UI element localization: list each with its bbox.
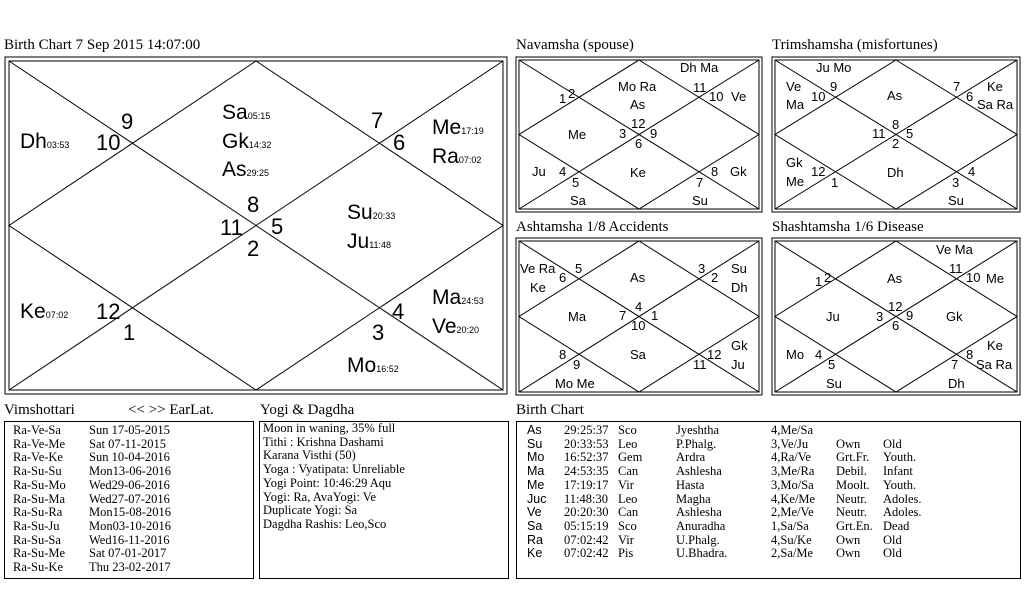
yogi-line: Yogi: Ra, AvaYogi: Ve xyxy=(263,489,377,504)
house-number: 9 xyxy=(650,126,658,141)
planet-relation: Neutr. xyxy=(836,491,867,506)
dasha-date: Wed27-07-2016 xyxy=(89,491,170,506)
yogi-line: Yogi Point: 10:46:29 Aqu xyxy=(263,475,392,490)
dasha-date: Sat 07-01-2017 xyxy=(89,546,167,561)
house-number: 12 xyxy=(707,347,722,362)
vimshottari-title: Vimshottari xyxy=(4,402,75,418)
planet-label: Dh xyxy=(887,165,904,180)
planet-label: Ju xyxy=(826,309,840,324)
planet-relation: Grt.En. xyxy=(836,518,873,533)
dasha-row[interactable] xyxy=(13,518,171,534)
dasha-period: Ra-Su-Ra xyxy=(13,505,63,520)
planet-nakshatra: Ardra xyxy=(676,450,706,465)
planet-label: Dh xyxy=(731,280,748,295)
planet-label: Me xyxy=(986,271,1005,286)
planet-nakshatra: Hasta xyxy=(676,477,705,492)
planet-relation: Neutr. xyxy=(836,505,867,520)
house-number: 4 xyxy=(559,164,567,179)
planet-label: Gk xyxy=(786,155,803,170)
house-number: 9 xyxy=(830,79,838,94)
house-number: 6 xyxy=(966,89,974,104)
yogi-line: Duplicate Yogi: Sa xyxy=(263,503,358,518)
house-number: 2 xyxy=(247,236,260,261)
planet-name: Su xyxy=(527,436,543,451)
planet-degree: 11:48:30 xyxy=(564,491,608,506)
planet-nakshatra: U.Phalg. xyxy=(676,532,720,547)
planet-label: Su20:33 xyxy=(347,201,396,224)
planet-label: Dh xyxy=(948,376,965,391)
planet-degree: 20:20:30 xyxy=(564,505,609,520)
ashtamsha-title: Ashtamsha 1/8 Accidents xyxy=(516,219,669,235)
planet-relation: Own xyxy=(836,532,861,547)
dasha-row[interactable] xyxy=(13,477,170,493)
house-number: 2 xyxy=(892,136,900,151)
house-number: 12 xyxy=(631,116,646,131)
dasha-date: Sat 07-11-2015 xyxy=(89,436,166,451)
planet-label: Ju xyxy=(731,357,745,372)
planet-label: As xyxy=(887,88,903,103)
house-number: 12 xyxy=(888,299,903,314)
planet-label: Ju Mo xyxy=(816,60,852,75)
dasha-date: Mon13-06-2016 xyxy=(89,464,171,479)
dasha-date: Sun 10-04-2016 xyxy=(89,450,170,465)
house-number: 7 xyxy=(619,308,627,323)
planet-label: Ke xyxy=(530,280,546,295)
dasha-period: Ra-Su-Ma xyxy=(13,491,66,506)
planet-label: Ma xyxy=(568,309,587,324)
planet-name: Mo xyxy=(527,450,545,465)
house-number: 12 xyxy=(811,164,826,179)
house-number: 10 xyxy=(966,270,981,285)
house-number: 8 xyxy=(711,164,719,179)
planet-pada: 4,Ke/Me xyxy=(771,491,816,506)
house-number: 5 xyxy=(575,261,583,276)
planet-age: Youth. xyxy=(883,450,917,465)
house-number: 9 xyxy=(121,109,134,134)
planet-age: Old xyxy=(883,436,902,451)
dasha-row[interactable] xyxy=(13,532,170,548)
house-number: 2 xyxy=(568,86,576,101)
house-number: 5 xyxy=(906,126,914,141)
planet-sign: Sco xyxy=(618,518,637,533)
planet-label: Me xyxy=(568,127,587,142)
planet-nakshatra: P.Phalg. xyxy=(676,436,717,451)
house-number: 8 xyxy=(966,347,974,362)
planet-degree: 05:15:19 xyxy=(564,518,609,533)
planet-label: Ve Ma xyxy=(936,242,973,257)
planet-relation: Own xyxy=(836,436,861,451)
planet-label: As xyxy=(630,97,646,112)
ashtamsha-chart xyxy=(516,238,762,395)
house-number: 6 xyxy=(393,130,406,155)
birth-chart-table xyxy=(516,421,1021,579)
planet-relation: Grt.Fr. xyxy=(836,450,870,465)
shashtamsha-chart xyxy=(772,238,1020,395)
dasha-period: Ra-Su-Sa xyxy=(13,532,61,547)
house-number: 9 xyxy=(906,308,914,323)
planet-label: Mo xyxy=(786,347,805,362)
planet-name: As xyxy=(527,423,542,437)
house-number: 1 xyxy=(831,175,839,190)
planet-sign: Pis xyxy=(618,546,634,561)
planet-label: Gk14:32 xyxy=(222,130,272,153)
planet-pada: 3,Me/Ra xyxy=(771,464,815,479)
planet-label: Sa xyxy=(570,193,586,208)
planet-label: Ke07:02 xyxy=(20,300,69,323)
dasha-period: Ra-Ve-Me xyxy=(13,436,66,451)
house-number: 4 xyxy=(815,347,823,362)
house-number: 8 xyxy=(559,347,567,362)
dasha-date: Mon15-08-2016 xyxy=(89,505,171,520)
planet-name: Ma xyxy=(527,464,545,479)
planet-label: Ve20:20 xyxy=(432,315,480,338)
house-number: 3 xyxy=(698,261,706,276)
planet-degree: 16:52:37 xyxy=(564,450,609,465)
house-number: 4 xyxy=(392,299,405,324)
planet-label: Ma24:53 xyxy=(432,286,484,309)
planet-label: Ke xyxy=(987,338,1003,353)
birth-table-title: Birth Chart xyxy=(516,402,584,418)
planet-label: Ke xyxy=(630,165,646,180)
yogi-panel xyxy=(259,421,509,579)
planet-label: Gk xyxy=(730,164,747,179)
planet-name: Ve xyxy=(527,505,542,520)
planet-nakshatra: Ashlesha xyxy=(676,464,722,479)
yogi-line: Tithi : Krishna Dashami xyxy=(263,434,384,449)
planet-label: Ke xyxy=(987,79,1003,94)
planet-sign: Vir xyxy=(618,532,634,547)
dasha-period: Ra-Ve-Sa xyxy=(13,423,61,437)
planet-sign: Gem xyxy=(618,450,643,465)
house-number: 10 xyxy=(709,89,724,104)
planet-label: Ve Ra xyxy=(520,261,556,276)
dasha-period: Ra-Su-Mo xyxy=(13,477,66,492)
dasha-navigation[interactable]: << >> EarLat. xyxy=(128,402,214,418)
yogi-title: Yogi & Dagdha xyxy=(260,402,355,418)
planet-sign: Leo xyxy=(618,436,638,451)
planet-age: Old xyxy=(883,532,902,547)
planet-label: Ma xyxy=(786,97,805,112)
trimshamsha-title: Trimshamsha (misfortunes) xyxy=(772,37,938,53)
house-number: 1 xyxy=(651,308,659,323)
house-number: 8 xyxy=(892,117,900,132)
house-number: 5 xyxy=(828,357,836,372)
house-number: 12 xyxy=(96,299,121,324)
house-number: 11 xyxy=(872,126,886,141)
planet-label: Mo Me xyxy=(555,376,595,391)
yogi-line: Moon in waning, 35% full xyxy=(263,421,396,435)
planet-nakshatra: Ashlesha xyxy=(676,505,722,520)
planet-label: Su xyxy=(948,193,964,208)
planet-label: Dh Ma xyxy=(680,60,719,75)
planet-relation: Own xyxy=(836,546,861,561)
planet-label: Me17:19 xyxy=(432,116,484,139)
planet-nakshatra: Jyeshtha xyxy=(676,423,720,437)
planet-label: Sa xyxy=(630,347,646,362)
house-number: 6 xyxy=(559,270,567,285)
planet-age: Old xyxy=(883,546,902,561)
house-number: 10 xyxy=(811,89,826,104)
planet-label: Sa Ra xyxy=(976,357,1013,372)
planet-sign: Can xyxy=(618,464,639,479)
house-number: 2 xyxy=(711,270,719,285)
navamsha-chart xyxy=(516,57,762,212)
planet-degree: 20:33:53 xyxy=(564,436,609,451)
planet-label: As xyxy=(630,270,646,285)
planet-relation: Moolt. xyxy=(836,477,870,492)
dasha-row[interactable] xyxy=(13,423,170,438)
yogi-line: Karana Visthi (50) xyxy=(263,448,356,463)
planet-pada: 1,Sa/Sa xyxy=(771,518,809,533)
planet-label: Me xyxy=(786,174,805,189)
house-number: 8 xyxy=(247,192,260,217)
house-number: 1 xyxy=(123,320,136,345)
planet-label: Dh03:53 xyxy=(20,130,70,153)
main-chart-title: Birth Chart 7 Sep 2015 14:07:00 xyxy=(4,37,201,53)
planet-sign: Can xyxy=(618,505,639,520)
dasha-row[interactable] xyxy=(13,436,166,452)
planet-pada: 2,Me/Ve xyxy=(771,505,814,520)
dasha-date: Mon03-10-2016 xyxy=(89,518,171,533)
dasha-date: Thu 23-02-2017 xyxy=(89,560,171,574)
house-number: 1 xyxy=(559,91,567,106)
house-number: 1 xyxy=(815,274,823,289)
dasha-row[interactable] xyxy=(13,491,170,507)
dasha-period: Ra-Su-Ju xyxy=(13,518,60,533)
dasha-row[interactable] xyxy=(13,450,170,465)
planet-label: Ju xyxy=(532,164,546,179)
house-number: 11 xyxy=(693,357,707,372)
planet-age: Dead xyxy=(883,518,910,533)
house-number: 9 xyxy=(573,357,581,372)
house-number: 6 xyxy=(635,136,643,151)
house-number: 7 xyxy=(371,108,384,133)
planet-label: Ve xyxy=(786,79,802,94)
house-number: 10 xyxy=(631,318,646,333)
planet-label: Mo16:52 xyxy=(347,354,399,377)
planet-age: Youth. xyxy=(883,477,917,492)
planet-pada: 3,Ve/Ju xyxy=(771,436,809,451)
planet-label: Ra07:02 xyxy=(432,145,482,168)
planet-age: Adoles. xyxy=(883,505,922,520)
planet-label: Sa05:15 xyxy=(222,101,271,124)
planet-degree: 07:02:42 xyxy=(564,532,609,547)
planet-degree: 07:02:42 xyxy=(564,546,609,561)
planet-pada: 4,Ra/Ve xyxy=(771,450,811,465)
planet-label: Su xyxy=(731,261,747,276)
planet-label: Gk xyxy=(946,309,963,324)
vimshottari-panel xyxy=(4,421,254,579)
dasha-date: Sun 17-05-2015 xyxy=(89,423,170,437)
planet-label: Gk xyxy=(731,338,748,353)
planet-age: Adoles. xyxy=(883,491,922,506)
dasha-period: Ra-Su-Ke xyxy=(13,560,63,574)
planet-label: Ju11:48 xyxy=(347,230,392,253)
planet-pada: 3,Mo/Sa xyxy=(771,477,814,492)
house-number: 3 xyxy=(952,175,960,190)
planet-sign: Sco xyxy=(618,423,637,437)
planet-pada: 4,Me/Sa xyxy=(771,423,814,437)
house-number: 3 xyxy=(619,126,627,141)
planet-label: Su xyxy=(692,193,708,208)
dasha-row[interactable] xyxy=(13,505,171,520)
shashtamsha-title: Shashtamsha 1/6 Disease xyxy=(772,219,924,235)
dasha-row[interactable] xyxy=(13,464,171,479)
house-number: 5 xyxy=(572,175,580,190)
house-number: 2 xyxy=(824,270,832,285)
planet-degree: 24:53:35 xyxy=(564,464,609,479)
house-number: 3 xyxy=(372,320,385,345)
planet-nakshatra: U.Bhadra. xyxy=(676,546,728,561)
planet-degree: 29:25:37 xyxy=(564,423,609,437)
house-number: 7 xyxy=(696,175,704,190)
house-number: 3 xyxy=(876,309,884,324)
planet-sign: Vir xyxy=(618,477,634,492)
planet-label: As xyxy=(887,271,903,286)
house-number: 11 xyxy=(220,215,243,240)
dasha-period: Ra-Ve-Ke xyxy=(13,450,63,465)
house-number: 4 xyxy=(968,164,976,179)
house-number: 11 xyxy=(949,261,963,276)
house-number: 10 xyxy=(96,130,121,155)
planet-label: Su xyxy=(826,376,842,391)
dasha-period: Ra-Su-Su xyxy=(13,464,62,479)
planet-label: Ve xyxy=(731,89,747,104)
planet-degree: 17:19:17 xyxy=(564,477,609,492)
planet-sign: Leo xyxy=(618,491,638,506)
planet-pada: 2,Sa/Me xyxy=(771,546,814,561)
planet-name: Sa xyxy=(527,518,543,533)
dasha-date: Wed16-11-2016 xyxy=(89,532,170,547)
dasha-period: Ra-Su-Me xyxy=(13,546,66,561)
planet-nakshatra: Anuradha xyxy=(676,518,726,533)
planet-relation: Debil. xyxy=(836,464,867,479)
dasha-date: Wed29-06-2016 xyxy=(89,477,170,492)
house-number: 7 xyxy=(953,79,961,94)
dasha-row[interactable] xyxy=(13,546,167,561)
house-number: 7 xyxy=(951,357,959,372)
navamsha-title: Navamsha (spouse) xyxy=(516,37,634,53)
planet-name: Juc xyxy=(527,491,547,506)
dasha-row[interactable] xyxy=(13,560,171,575)
house-number: 4 xyxy=(635,299,643,314)
house-number: 5 xyxy=(271,214,284,239)
house-number: 6 xyxy=(892,318,900,333)
yogi-line: Yoga : Vyatipata: Unreliable xyxy=(263,462,405,477)
house-number: 11 xyxy=(693,80,707,95)
yogi-line: Dagdha Rashis: Leo,Sco xyxy=(263,516,387,531)
planet-label: Sa Ra xyxy=(977,97,1014,112)
planet-nakshatra: Magha xyxy=(676,491,711,506)
planet-name: Me xyxy=(527,477,545,492)
trimshamsha-chart xyxy=(772,57,1020,212)
planet-name: Ra xyxy=(527,532,543,547)
planet-label: Mo Ra xyxy=(618,79,657,94)
planet-age: Infant xyxy=(883,464,913,479)
planet-label: As29:25 xyxy=(222,158,270,181)
planet-pada: 4,Su/Ke xyxy=(771,532,812,547)
planet-name: Ke xyxy=(527,546,543,561)
